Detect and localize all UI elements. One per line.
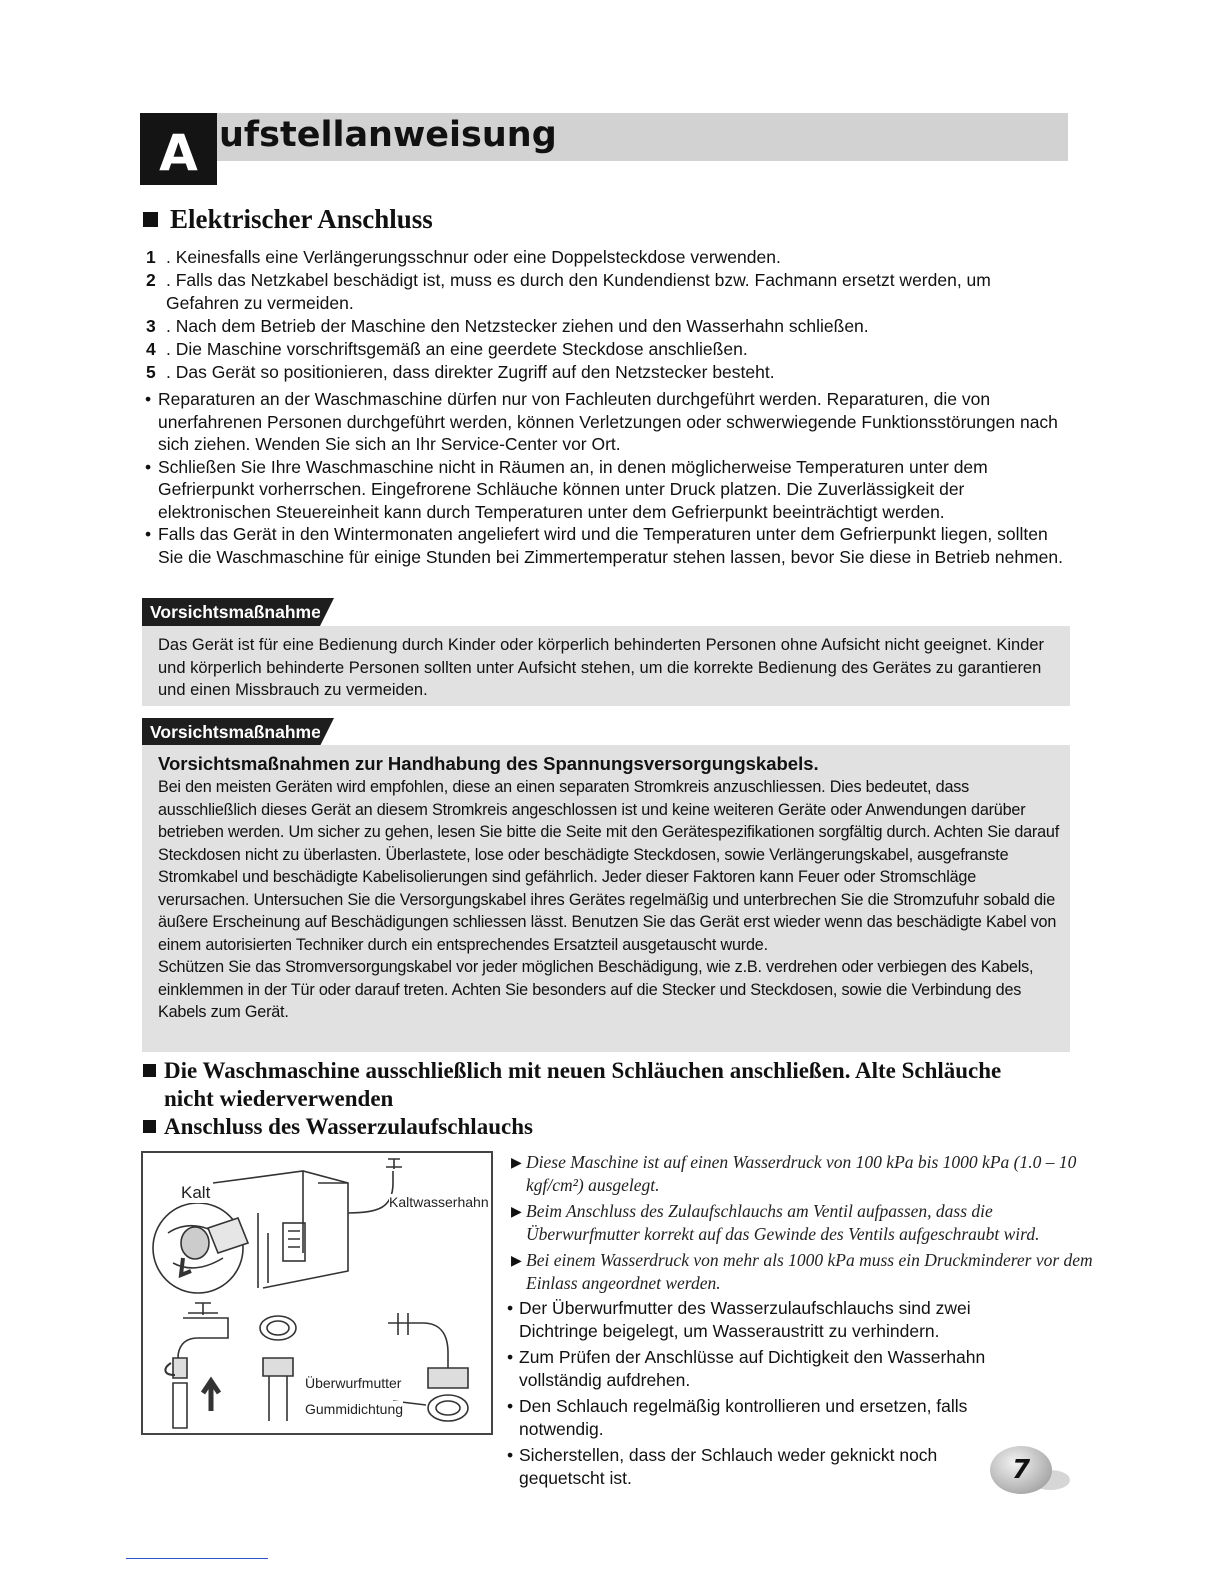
label-cold: Kalt [181, 1183, 211, 1202]
square-bullet-icon [143, 1064, 156, 1077]
list-item: 1 . Keinesfalls eine Verlängerungsschnur oder eine Doppelsteckdose verwenden. [146, 247, 781, 267]
note-item: ▶ Bei einem Wasserdruck von mehr als 1000 kPa muss ein Druckminderer vor dem Einlass angeordnet werden. [511, 1250, 1093, 1293]
numbered-list [146, 246, 1066, 384]
inlet-bullet-list [507, 1297, 1007, 1493]
caution-paragraph: Schützen Sie das Stromversorgungskabel vor jeder möglichen Beschädigung, wie z.B. verdrehen oder verbiegen des Kabels, einklemmen in der Tür oder darauf treten. Achten Sie besonders auf die Stecker und Steckdosen, sowie die Verbindung des Kabels zum Gerät. [158, 958, 1034, 1021]
list-item: 3 . Nach dem Betrieb der Maschine den Netzstecker ziehen und den Wasserhahn schließen. [146, 316, 869, 336]
caution-tag: Vorsichtsmaßnahmen [142, 718, 320, 746]
note-item: ▶ Beim Anschluss des Zulaufschlauchs am Ventil aufpassen, dass die Überwurfmutter korrekt auf das Gewinde des Ventils aufgeschraubt wird. [511, 1201, 1040, 1244]
label-rubber-seal: Gummidichtung [305, 1401, 404, 1417]
caution-title: Vorsichtsmaßnahmen zur Handhabung des Spannungsversorgungskabels. [158, 753, 819, 774]
list-item: • Reparaturen an der Waschmaschine dürfen nur von Fachleuten durchgeführt werden. Reparaturen, die von unerfahrenen Personen durchgeführt werden, können Verletzungen oder schwerwiegende Funktionsstörungen nach sich ziehen. Wenden Sie sich an Ihr Service-Center vor Ort. [143, 388, 1073, 456]
label-union-nut: Überwurfmutter [305, 1375, 402, 1391]
section-heading-electric: Elektrischer Anschluss [143, 204, 433, 235]
pressure-notes [511, 1151, 1101, 1298]
header-initial-letter: A [140, 113, 217, 185]
list-item: 4 . Die Maschine vorschriftsgemäß an eine geerdete Steckdose anschließen. [146, 339, 748, 359]
arrow-right-icon: ▶ [511, 1205, 522, 1220]
caution-text: Das Gerät ist für eine Bedienung durch Kinder oder körperlich behinderten Personen ohne Aufsicht nicht geeignet. Kinder und körperlich behinderte Personen sollten unter Aufsicht stehen, um die korrekte Bedienung des Gerätes zu garantieren und einen Missbrauch zu vermeiden. [158, 636, 1045, 699]
list-item: • Zum Prüfen der Anschlüsse auf Dichtigkeit den Wasserhahn vollständig aufdrehen. [507, 1346, 1007, 1392]
caution-paragraph: Bei den meisten Geräten wird empfohlen, diese an einen separaten Stromkreis anzuschliessen. Dies bedeutet, dass ausschließlich dieses Gerät an diesem Stromkreis angeschlossen ist und keine weiteren Geräte oder Anwendungen darüber betrieben werden. Um sicher zu gehen, lesen Sie bitte die Seite mit den Gerätespezifikationen sorgfältig durch. Achten Sie darauf Steckdosen nicht zu überlasten. Überlastete, lose oder beschädigte Steckdosen, sowie Verlängerungskabel, ausgefranste Stromkabel und beschädigte Kabelisolierungen sind gefährlich. Jeder dieser Faktoren kann Feuer oder Stromschläge verursachen. Untersuchen Sie die Versorgungskabel ihres Gerätes regelmäßig und unterbrechen Sie die Stromzufuhr sobald die äußere Erscheinung auf Beschädigungen schliessen lässt. Benutzen Sie das Gerät erst wieder wenn das beschädigte Kabel von einem autorisierten Techniker durch ein entsprechendes Ersatzteil ausgetauscht wurde. [158, 778, 1060, 954]
caution-tag-tip [320, 718, 334, 746]
page-title: ufstellanweisung [219, 115, 557, 155]
square-bullet-icon [143, 1120, 156, 1133]
arrow-right-icon: ▶ [511, 1254, 522, 1269]
section-heading-new-hoses: Die Waschmaschine ausschließlich mit neuen Schläuchen anschließen. Alte Schläuche nicht wiederverwenden [143, 1057, 1001, 1113]
section-heading-inlet-hose: Anschluss des Wasserzulaufschlauchs [143, 1114, 533, 1140]
hose-connection-illustration [141, 1151, 493, 1435]
arrow-right-icon: ▶ [511, 1156, 522, 1171]
caution-tag: Vorsichtsmaßnahmen [142, 598, 320, 626]
list-item: • Sicherstellen, dass der Schlauch weder geknickt noch gequetscht ist. [507, 1444, 1007, 1490]
list-item: • Falls das Gerät in den Wintermonaten angeliefert wird und die Temperaturen unter dem Gefrierpunkt liegen, sollten Sie die Waschmaschine für einige Stunden bei Zimmertemperatur stehen lassen, bevor Sie diese in Betrieb nehmen. [143, 523, 1073, 568]
caution-box-power-cable [142, 745, 1070, 1052]
label-cold-water-tap: Kaltwasserhahn [389, 1194, 489, 1210]
list-item: 2 . Falls das Netzkabel beschädigt ist, muss es durch den Kundendienst bzw. Fachmann ersetzt werden, um Gefahren zu vermeiden. [146, 270, 991, 313]
page-number: 7 [990, 1446, 1052, 1494]
caution-box [142, 626, 1070, 706]
list-item: • Der Überwurfmutter des Wasserzulaufschlauchs sind zwei Dichtringe beigelegt, um Wasseraustritt zu verhindern. [507, 1297, 1007, 1343]
footer-line [126, 1558, 268, 1559]
bullet-list [143, 388, 1073, 568]
list-item: • Schließen Sie Ihre Waschmaschine nicht in Räumen an, in denen möglicherweise Temperaturen unter dem Gefrierpunkt vorherrschen. Eingefrorene Schläuche können unter Druck platzen. Die Zuverlässigkeit der elektronischen Steuereinheit kann durch Temperaturen unter dem Gefrierpunkt beeinträchtigt werden. [143, 456, 1073, 524]
list-item: 5 . Das Gerät so positionieren, dass direkter Zugriff auf den Netzstecker besteht. [146, 362, 775, 382]
note-item: ▶ Diese Maschine ist auf einen Wasserdruck von 100 kPa bis 1000 kPa (1.0 – 10 kgf/cm²) ausgelegt. [511, 1152, 1077, 1195]
square-bullet-icon [143, 212, 158, 227]
caution-tag-tip [320, 598, 334, 626]
list-item: • Den Schlauch regelmäßig kontrollieren und ersetzen, falls notwendig. [507, 1395, 1007, 1441]
